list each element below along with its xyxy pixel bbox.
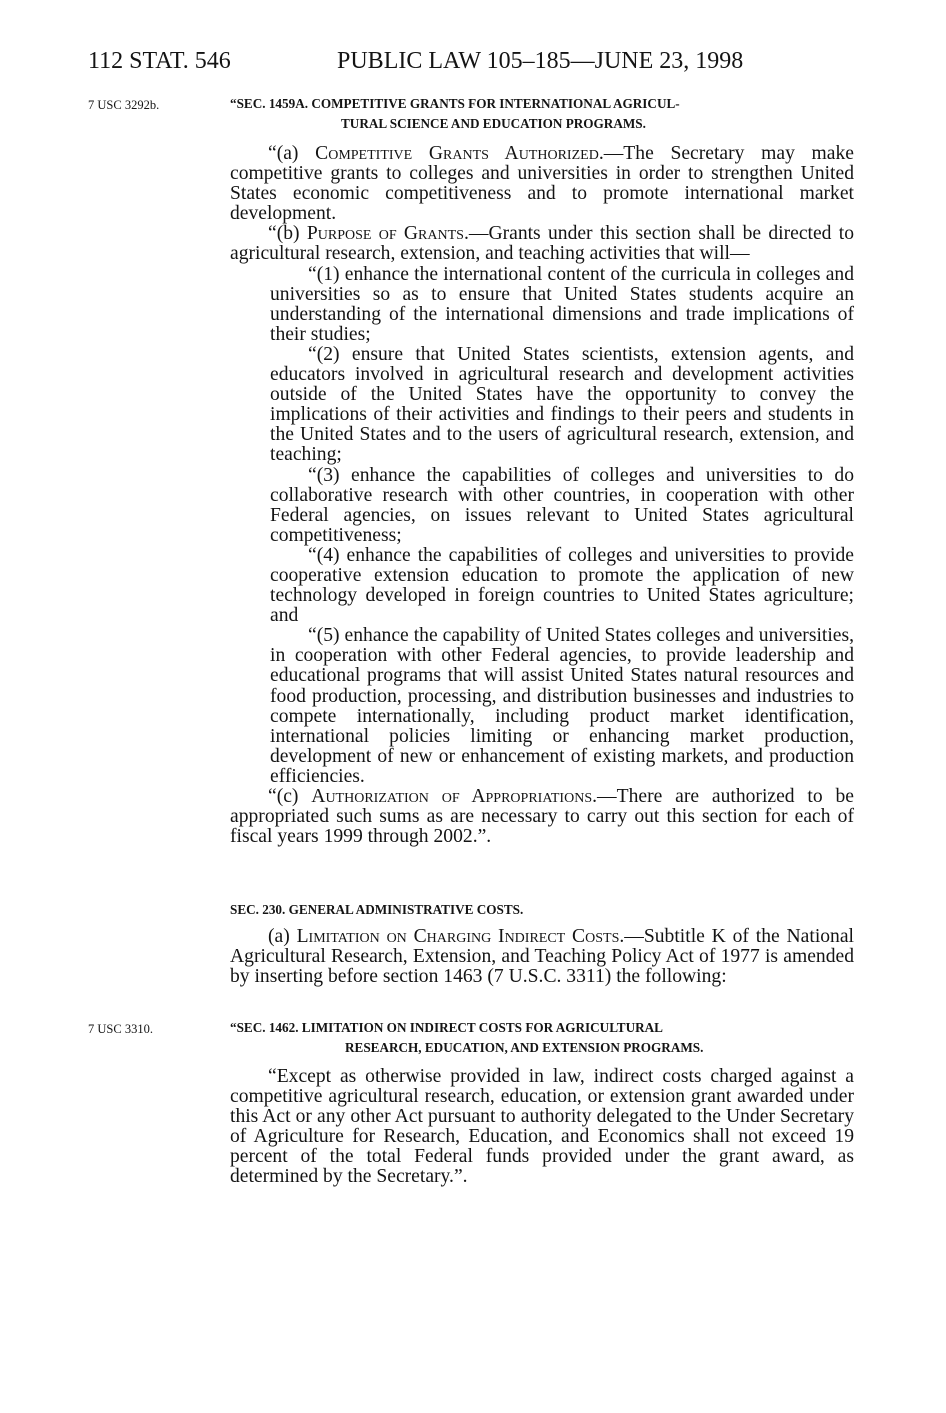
section-1462-heading — [230, 1018, 703, 1058]
paragraph-4: “(4) enhance the capabilities of colleges and universities to provide cooperative extension education to promote the application of new technology developed in foreign countries to United States agriculture; and — [270, 544, 854, 627]
section-1462-body — [230, 1067, 854, 1188]
public-law-title: PUBLIC LAW 105–185—JUNE 23, 1998 — [337, 48, 744, 74]
subsection-a-caption: Competitive Grants Authorized — [315, 143, 599, 164]
margin-note-usc-3292b: 7 USC 3292b. — [88, 98, 160, 112]
subsection-a-text: .—The Secretary may make competitive grants to colleges and universities in order to strengthen United States economic competitiveness and to promote international market development. — [230, 143, 854, 225]
paragraph-1: “(1) enhance the international content of the curricula in colleges and universities so as to ensure that United States students acquire an understanding of the international dimensions and trade implications of their studies; — [270, 263, 854, 345]
statute-page-number: 112 STAT. 546 — [88, 48, 231, 74]
subsection-c-text: .—There are authorized to be appropriated such sums as are necessary to carry out this section for each of fiscal years 1999 through 2002.”. — [230, 786, 854, 848]
section-1462-text: “Except as otherwise provided in law, indirect costs charged against a competitive agricultural research, education, or extension grant awarded under this Act or any other Act pursuant to authority delegated to the Under Secretary of Agriculture for Research, Education, and Economics shall not exceed 19 percent of the total Federal funds provided under the grant award, as determined by the Secretary.”. — [230, 1066, 854, 1188]
subsection-b-caption: Purpose of Grants — [306, 223, 464, 245]
section-230-subsection-a — [230, 927, 854, 987]
subsection-b — [230, 224, 854, 264]
margin-note-usc-3310: 7 USC 3310. — [88, 1022, 153, 1036]
section-1459a-heading-line2: TURAL SCIENCE AND EDUCATION PROGRAMS. — [341, 116, 646, 131]
section-230-heading: SEC. 230. GENERAL ADMINISTRATIVE COSTS. — [230, 902, 524, 917]
subsection-b-marker: “(b) — [268, 223, 307, 245]
subsection-a — [230, 144, 854, 224]
section-230-subsection-a-marker: (a) — [268, 926, 297, 947]
section-230-subsection-a-caption: Limitation on Charging Indirect Costs — [296, 926, 620, 947]
subsection-c-caption: Authorization of Appropriations — [311, 786, 593, 807]
paragraph-3: “(3) enhance the capabilities of colleges and universities to do collaborative research with other countries, in cooperation with other Federal agencies, on issues relevant to United States agricultural competitiveness; — [270, 464, 854, 546]
paragraph-2: “(2) ensure that United States scientists, extension agents, and educators involved in agricultural research and development activities outside of the United States have the opportunity to convey the implications of their activities and findings to their peers and students in the United States and to the users of agricultural research, extension, and teaching; — [270, 343, 854, 466]
subsection-c — [230, 787, 854, 847]
section-230-body — [230, 927, 854, 987]
subsection-c-marker: “(c) — [268, 786, 312, 807]
section-1462-heading-line1: “SEC. 1462. LIMITATION ON INDIRECT COSTS FOR AGRICULTURAL — [230, 1020, 663, 1035]
section-1459a-heading — [230, 94, 680, 134]
section-1462-heading-line2: RESEARCH, EDUCATION, AND EXTENSION PROGRAMS. — [345, 1040, 704, 1055]
subsection-b-text: .—Grants under this section shall be directed to agricultural research, extension, and teaching activities that will— — [230, 223, 854, 265]
section-1459a-heading-line1: “SEC. 1459A. COMPETITIVE GRANTS FOR INTERNATIONAL AGRICUL- — [230, 96, 680, 111]
section-230-subsection-a-text: .—Subtitle K of the National Agricultural Research, Extension, and Teaching Policy Act of 1977 is amended by inserting before section 1463 (7 U.S.C. 3311) the following: — [230, 926, 854, 988]
subsection-a-marker: “(a) — [268, 143, 316, 164]
paragraph-5: “(5) enhance the capability of United States colleges and universities, in cooperation with other Federal agencies, to provide leadership and educational programs that will assist United States natural resources and food production, processing, and distribution businesses and industries to compete internationally, including product market identification, international policies limiting or enhancing market production, development of new or enhancement of existing markets, and production efficiencies. — [270, 625, 854, 787]
section-1459a-body — [230, 144, 854, 847]
